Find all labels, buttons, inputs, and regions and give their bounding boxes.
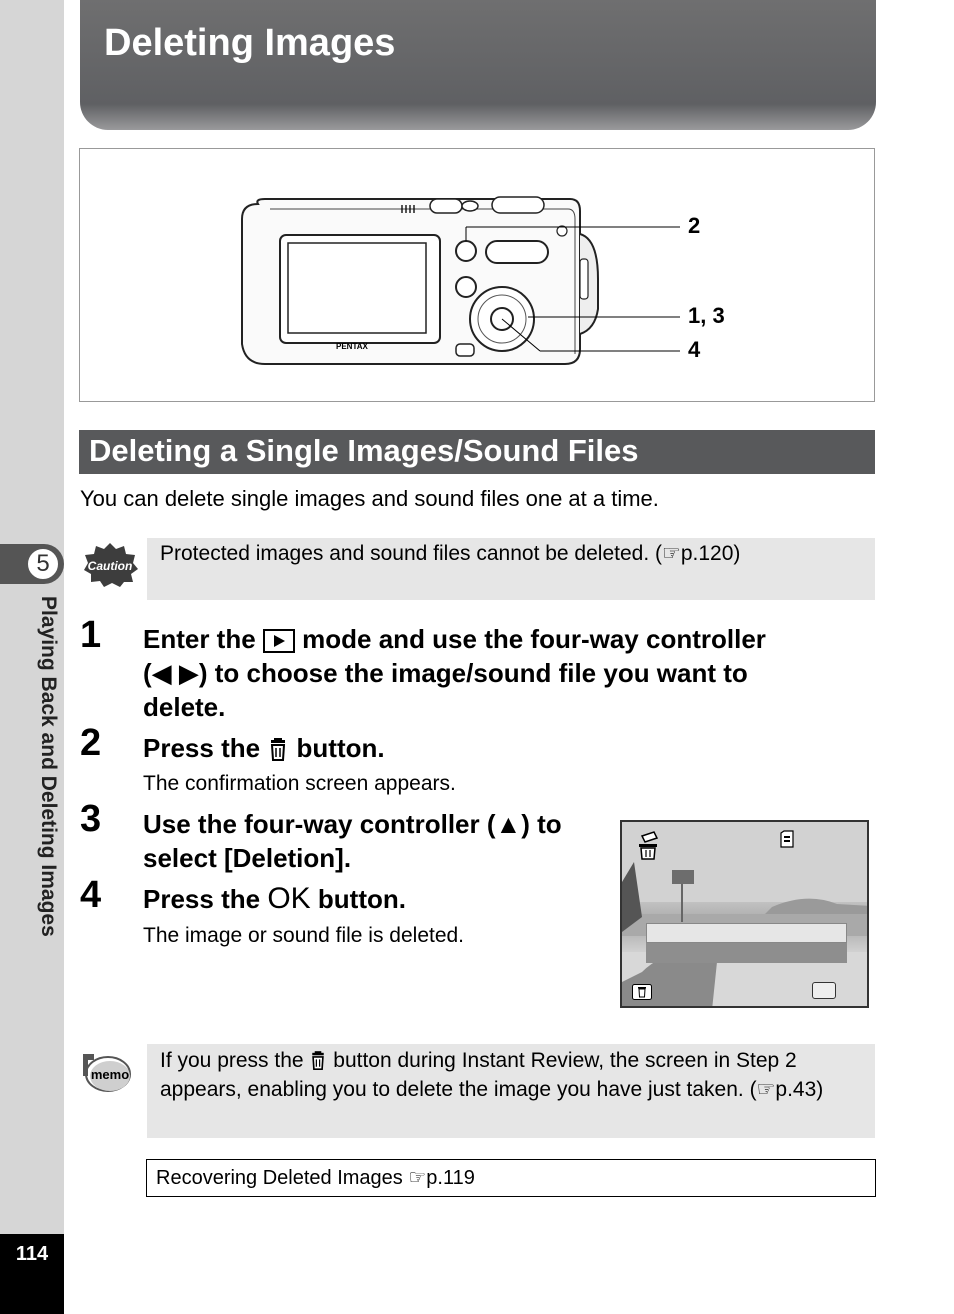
camera-figure: [79, 148, 875, 402]
step-2-text-b: button.: [296, 733, 385, 763]
step-3-text-b: select [Deletion].: [143, 843, 352, 873]
caution-text: Protected images and sound files cannot be deleted. (☞p.120): [160, 542, 741, 565]
step-1-text-d: delete.: [143, 692, 226, 722]
step-4-heading: [143, 882, 406, 916]
delete-mode-icon: [634, 830, 662, 860]
callout-2: 2: [688, 213, 701, 238]
step-1-text-b: mode and use the four-way controller: [302, 624, 766, 654]
step-1-text-c: (◀ ▶) to choose the image/sound file you want to: [143, 658, 748, 688]
memo-text-a: If you press the: [160, 1049, 304, 1072]
trash-small-icon: [632, 984, 652, 1000]
step-1-heading: [143, 622, 863, 724]
step-4-text-a: Press the: [143, 884, 261, 914]
step-4-body: The image or sound file is deleted.: [143, 924, 465, 947]
confirmation-screen: [620, 820, 869, 1008]
step-2-body: The confirmation screen appears.: [143, 772, 456, 795]
step-1-text-a: Enter the: [143, 624, 256, 654]
section-title: Deleting a Single Images/Sound Files: [89, 433, 639, 468]
svg-text:‖‖‖‖: ‖‖‖‖: [400, 204, 416, 213]
memo-icon: [80, 1050, 132, 1094]
step-4-number: 4: [80, 874, 102, 916]
caution-icon: [82, 543, 138, 587]
step-3-heading: [143, 807, 613, 875]
playback-icon: [263, 629, 295, 653]
step-2-text-a: Press the: [143, 733, 261, 763]
memory-card-icon: [780, 830, 794, 848]
step-3-number: 3: [80, 798, 102, 840]
step-4-text-b: button.: [317, 884, 406, 914]
ok-button-icon: OK: [267, 882, 311, 915]
trash-icon: [267, 738, 289, 762]
title-banner: [80, 0, 876, 130]
memo-text-b: button during Instant Review, the screen in Step 2 appears, enabling you to delete the image you have just taken. (☞p.43): [160, 1049, 824, 1101]
menu-option-cancel: [646, 923, 847, 943]
step-1-number: 1: [80, 614, 102, 656]
camera-back-illustration: [80, 149, 876, 403]
chapter-number: 5: [26, 547, 60, 581]
trash-icon-inline: [309, 1051, 327, 1071]
camera-brand: PENTAX: [336, 342, 368, 351]
section-intro: You can delete single images and sound files one at a time.: [80, 486, 659, 511]
caution-label: Caution: [87, 559, 133, 573]
step-2-heading: [143, 731, 385, 765]
page-title: Deleting Images: [104, 22, 396, 64]
page-number: 114: [15, 1243, 49, 1265]
step-3-text-a: Use the four-way controller (▲) to: [143, 809, 562, 839]
callout-1-3: 1, 3: [688, 303, 725, 328]
menu-option-deletion: [646, 943, 847, 963]
reference-text: Recovering Deleted Images ☞p.119: [156, 1167, 475, 1189]
memo-text: [160, 1046, 870, 1104]
memo-label: memo: [90, 1067, 130, 1082]
chapter-label: Playing Back and Deleting Images: [37, 596, 60, 937]
callout-4: 4: [688, 337, 701, 362]
ok-indicator: [812, 982, 836, 999]
step-2-number: 2: [80, 722, 102, 764]
